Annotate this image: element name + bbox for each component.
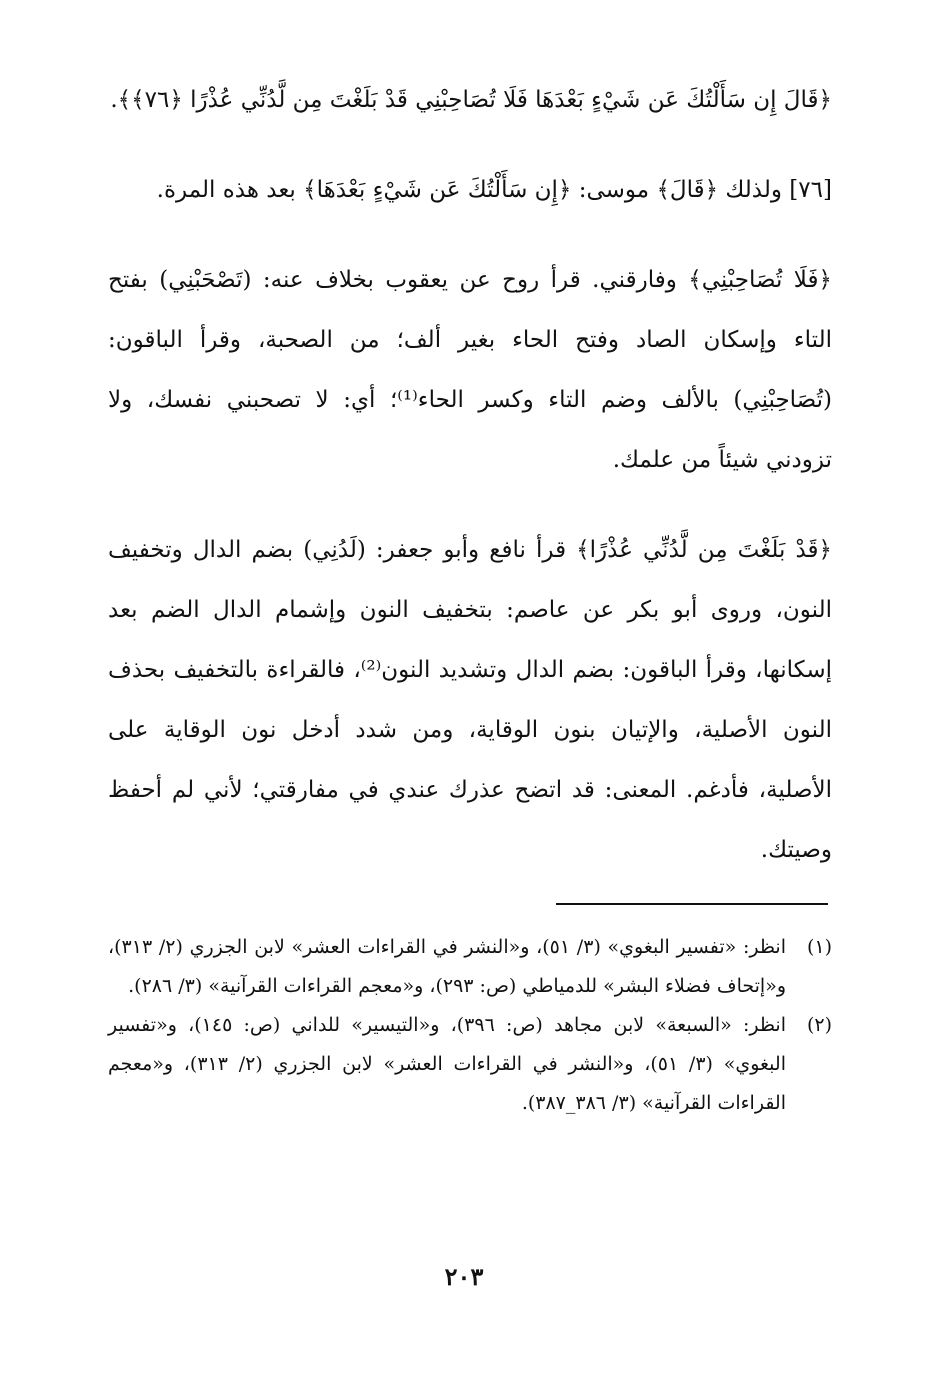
commentary-paragraph-reading-tusahibni: ﴿فَلَا تُصَاحِبْنِي﴾ وفارقني. قرأ روح عن يعقوب بخلاف عنه: (تَصْحَبْنِي) بفتح التاء وإسكان الصاد وفتح الحاء بغير ألف؛ من الصحبة، وقرأ الباقون: (تُصَاحِبْنِي) بالألف وضم التاء وكسر الحاء⁽¹⁾؛ أي: لا تصحبني نفسك، ولا تزودني شيئاً من علمك. xyxy=(108,267,832,473)
main-text-body xyxy=(108,70,832,910)
page-number: ٢٠٣ xyxy=(444,1262,484,1291)
footnote-2 xyxy=(108,1006,832,1123)
footnote-1 xyxy=(108,928,832,1006)
commentary-paragraph-76: [٧٦] ولذلك ﴿قَالَ﴾ موسى: ﴿إِن سَأَلْتُكَ عَن شَيْءٍ بَعْدَهَا﴾ بعد هذه المرة. xyxy=(156,177,832,203)
footnotes-section xyxy=(108,928,832,1123)
quran-verse-paragraph: ﴿قَالَ إِن سَأَلْتُكَ عَن شَيْءٍ بَعْدَهَا فَلَا تُصَاحِبْنِي قَدْ بَلَغْتَ مِن لَّدُنِّي عُذْرًا ﴿٧٦﴾﴾. xyxy=(110,87,832,113)
footnote-separator xyxy=(556,903,828,905)
footnote-1-text: انظر: «تفسير البغوي» (٣/ ٥١)، و«النشر في القراءات العشر» لابن الجزري (٢/ ٣١٣)، و«إتحاف فضلاء البشر» للدمياطي (ص: ٢٩٣)، و«معجم القراءات القرآنية» (٣/ ٢٨٦). xyxy=(108,936,786,997)
footnote-2-text: انظر: «السبعة» لابن مجاهد (ص: ٣٩٦)، و«التيسير» للداني (ص: ١٤٥)، و«تفسير البغوي» (٣/ ٥١)، و«النشر في القراءات العشر» لابن الجزري (٢/ ٣١٣)، و«معجم القراءات القرآنية» (٣/ ٣٨٦_٣٨٧). xyxy=(108,1014,786,1114)
footnote-2-number: (٢) xyxy=(806,1014,832,1036)
commentary-paragraph-reading-ladunni: ﴿قَدْ بَلَغْتَ مِن لَّدُنِّي عُذْرًا﴾ قرأ نافع وأبو جعفر: (لَدُنِي) بضم الدال وتخفيف النون، وروى أبو بكر عن عاصم: بتخفيف النون وإشمام الدال الضم بعد إسكانها، وقرأ الباقون: بضم الدال وتشديد النون⁽²⁾، فالقراءة بالتخفيف بحذف النون الأصلية، والإتيان بنون الوقاية، ومن شدد أدخل نون الوقاية على الأصلية، فأدغم. المعنى: قد اتضح عذرك عندي في مفارقتي؛ لأني لم أحفظ وصيتك. xyxy=(108,537,832,863)
footnote-1-number: (١) xyxy=(806,936,832,958)
